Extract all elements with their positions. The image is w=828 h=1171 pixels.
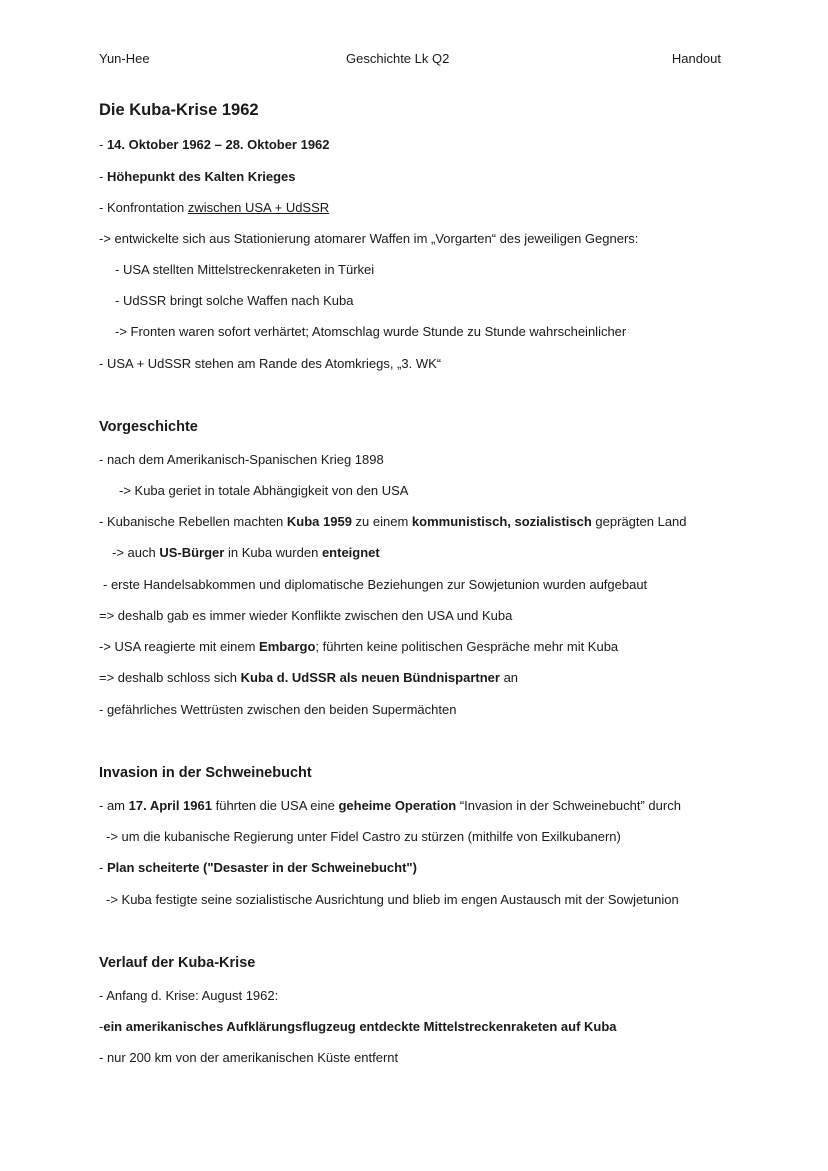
intro-udssr: - UdSSR bringt solche Waffen nach Kuba xyxy=(115,293,354,308)
prehistory-line: - gefährliches Wettrüsten zwischen den beiden Supermächten xyxy=(99,702,457,717)
header-author: Yun-Hee xyxy=(99,51,150,66)
confrontation-prefix: Konfrontation xyxy=(106,200,188,215)
intro-developed: -> entwickelte sich aus Stationierung atomarer Waffen im „Vorgarten“ des jeweiligen Gegners: xyxy=(99,231,639,246)
prehistory-line: - Kubanische Rebellen machten Kuba 1959 zu einem kommunistisch, sozialistisch geprägten Land xyxy=(99,514,687,529)
intro-confrontation: - Konfrontation zwischen USA + UdSSR xyxy=(99,200,330,215)
intro-date-range: - 14. Oktober 1962 – 28. Oktober 1962 xyxy=(99,137,330,152)
peak-text: Höhepunkt des Kalten Krieges xyxy=(106,169,296,184)
prehistory-line: - nach dem Amerikanisch-Spanischen Krieg 1898 xyxy=(99,452,384,467)
intro-fronts: -> Fronten waren sofort verhärtet; Atomschlag wurde Stunde zu Stunde wahrscheinlicher xyxy=(115,324,627,339)
header-type: Handout xyxy=(671,51,721,66)
document-title: Die Kuba-Krise 1962 xyxy=(99,101,259,119)
section-heading-prehistory: Vorgeschichte xyxy=(99,419,198,435)
invasion-line: - Plan scheiterte ("Desaster in der Schweinebucht") xyxy=(99,860,417,875)
prehistory-line: -> USA reagierte mit einem Embargo; führten keine politischen Gespräche mehr mit Kuba xyxy=(99,639,619,654)
course-line: - Anfang d. Krise: August 1962: xyxy=(99,988,279,1003)
page-header xyxy=(99,51,721,69)
invasion-line: -> Kuba festigte seine sozialistische Ausrichtung und blieb im engen Austausch mit der Sowjetunion xyxy=(106,892,679,907)
intro-peak: - Höhepunkt des Kalten Krieges xyxy=(99,169,296,184)
prehistory-line: => deshalb schloss sich Kuba d. UdSSR als neuen Bündnispartner an xyxy=(99,670,519,685)
prehistory-line: -> Kuba geriet in totale Abhängigkeit von den USA xyxy=(119,483,409,498)
header-course: Geschichte Lk Q2 xyxy=(346,51,450,66)
confrontation-parties: zwischen USA + UdSSR xyxy=(187,200,330,215)
date-range-text: 14. Oktober 1962 – 28. Oktober 1962 xyxy=(106,137,330,152)
intro-usa: - USA stellten Mittelstreckenraketen in Türkei xyxy=(115,262,375,277)
section-heading-course: Verlauf der Kuba-Krise xyxy=(99,955,256,971)
section-heading-invasion: Invasion in der Schweinebucht xyxy=(99,765,312,781)
prehistory-line: => deshalb gab es immer wieder Konflikte zwischen den USA und Kuba xyxy=(99,608,513,623)
course-line: - nur 200 km von der amerikanischen Küste entfernt xyxy=(99,1050,399,1065)
course-line: -ein amerikanisches Aufklärungsflugzeug entdeckte Mittelstreckenraketen auf Kuba xyxy=(99,1019,617,1034)
intro-edge: - USA + UdSSR stehen am Rande des Atomkriegs, „3. WK“ xyxy=(99,356,442,371)
prehistory-line: - erste Handelsabkommen und diplomatische Beziehungen zur Sowjetunion wurden aufgebaut xyxy=(103,577,648,592)
invasion-line: - am 17. April 1961 führten die USA eine geheime Operation “Invasion in der Schweinebucht” durch xyxy=(99,798,681,813)
prehistory-line: -> auch US-Bürger in Kuba wurden enteignet xyxy=(112,545,380,560)
invasion-line: -> um die kubanische Regierung unter Fidel Castro zu stürzen (mithilfe von Exilkubanern) xyxy=(106,829,621,844)
